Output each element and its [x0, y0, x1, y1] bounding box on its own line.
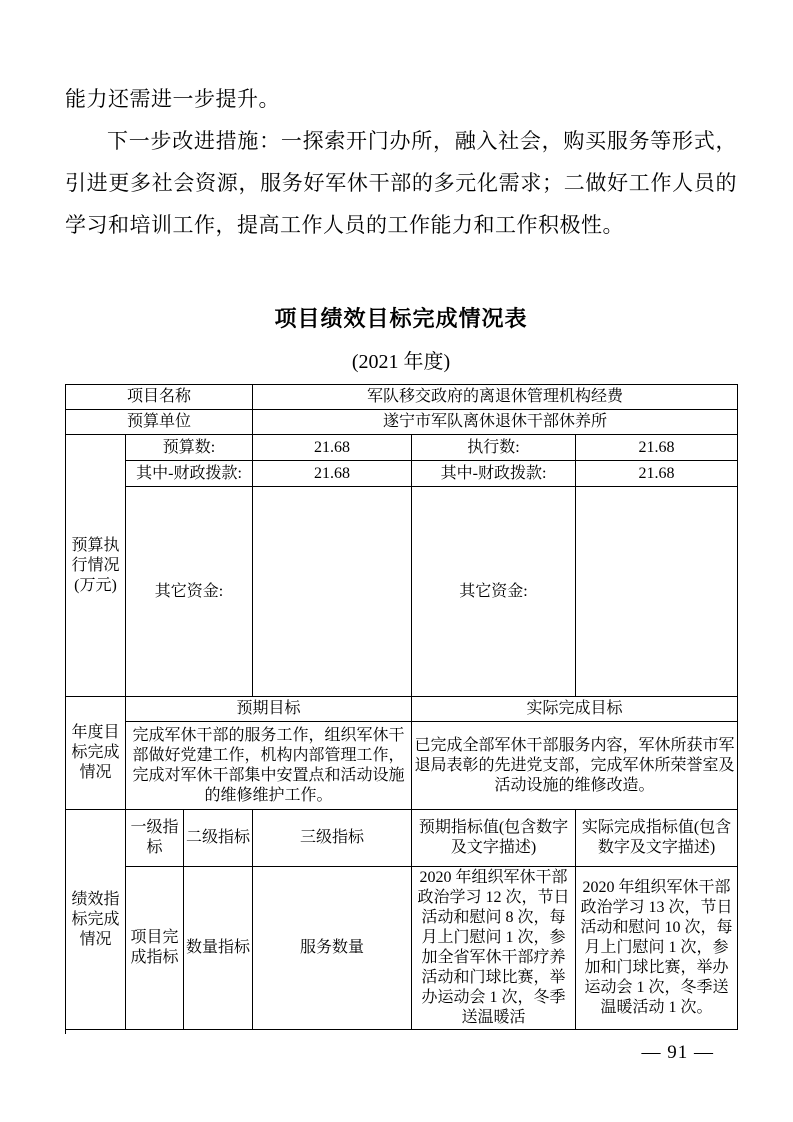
- level3-indicator-value: 服务数量: [253, 867, 412, 1030]
- paragraph-next-steps: 下一步改进措施：一探索开门办所，融入社会，购买服务等形式，引进更多社会资源，服务好军休干部的多元化需求；二做好工作人员的学习和培训工作，提高工作人员的工作能力和工作积极性。: [65, 129, 737, 237]
- expected-goal-header: 预期目标: [126, 697, 412, 722]
- other-funds-label-right: 其它资金:: [412, 487, 576, 697]
- budget-unit-label: 预算单位: [66, 410, 253, 435]
- expected-indicator-header: 预期指标值(包含数字及文字描述): [412, 810, 576, 867]
- performance-row-header: 绩效指标完成情况: [66, 810, 126, 1030]
- paragraph-continuation: 能力还需进一步提升。: [65, 87, 280, 111]
- row-project-name: [66, 385, 738, 410]
- fiscal-allocation-value-right: 21.68: [576, 461, 738, 487]
- budget-unit-value: 遂宁市军队离休退休干部休养所: [253, 410, 738, 435]
- budget-amount-label: 预算数:: [126, 435, 253, 461]
- project-name-label: 项目名称: [66, 385, 253, 410]
- level1-indicator-header: 一级指标: [126, 810, 184, 867]
- level1-indicator-value: 项目完成指标: [126, 867, 184, 1030]
- actual-goal-text: 已完成全部军休干部服务内容，军休所获市军退局表彰的先进党支部，完成军休所荣誉室及活动设施的维修改造。: [412, 722, 738, 810]
- budget-execution-row-header: 预算执行情况(万元): [66, 435, 126, 697]
- execution-amount-label: 执行数:: [412, 435, 576, 461]
- fiscal-allocation-value-left: 21.68: [253, 461, 412, 487]
- page-content: [65, 0, 737, 1064]
- row-budget-unit: [66, 410, 738, 435]
- table-subtitle-year: (2021 年度): [351, 351, 451, 373]
- actual-goal-header: 实际完成目标: [412, 697, 738, 722]
- level2-indicator-value: 数量指标: [184, 867, 253, 1030]
- other-funds-value-left: [253, 487, 412, 697]
- annual-goal-row-header: 年度目标完成情况: [66, 697, 126, 810]
- row-other-funds: [66, 487, 738, 697]
- row-goal-headers: [66, 697, 738, 722]
- row-budget-numbers: [66, 435, 738, 461]
- fiscal-allocation-label-right: 其中-财政拨款:: [412, 461, 576, 487]
- row-indicator-headers: [66, 810, 738, 867]
- expected-goal-text: 完成军休干部的服务工作，组织军休干部做好党建工作，机构内部管理工作，完成对军休干部集中安置点和活动设施的维修维护工作。: [126, 722, 412, 810]
- row-fiscal-allocation: [66, 461, 738, 487]
- row-goal-content: [66, 722, 738, 810]
- budget-amount-value: 21.68: [253, 435, 412, 461]
- performance-table-wrap: [65, 384, 737, 1030]
- table-title: 项目绩效目标完成情况表: [274, 306, 528, 331]
- actual-indicator-header: 实际完成指标值(包含数字及文字描述): [576, 810, 738, 867]
- table-pagebreak-stub: [65, 1029, 66, 1034]
- fiscal-allocation-label-left: 其中-财政拨款:: [126, 461, 253, 487]
- level3-indicator-header: 三级指标: [253, 810, 412, 867]
- level2-indicator-header: 二级指标: [184, 810, 253, 867]
- other-funds-value-right: [576, 487, 738, 697]
- other-funds-label-left: 其它资金:: [126, 487, 253, 697]
- actual-indicator-value: 2020 年组织军休干部政治学习 13 次，节日活动和慰问 10 次，每月上门慰问 1 次，参加和门球比赛，举办运动会 1 次，冬季送温暖活动 1 次。: [576, 867, 738, 1030]
- performance-table: [65, 384, 738, 1030]
- row-indicator-data: [66, 867, 738, 1030]
- page-number: — 91 —: [641, 1042, 714, 1063]
- expected-indicator-value: 2020 年组织军休干部政治学习 12 次，节日活动和慰问 8 次，每月上门慰问 1 次，参加全省军休干部疗养活动和门球比赛，举办运动会 1 次，冬季送温暖活: [412, 867, 576, 1030]
- project-name-value: 军队移交政府的离退休管理机构经费: [253, 385, 738, 410]
- execution-amount-value: 21.68: [576, 435, 738, 461]
